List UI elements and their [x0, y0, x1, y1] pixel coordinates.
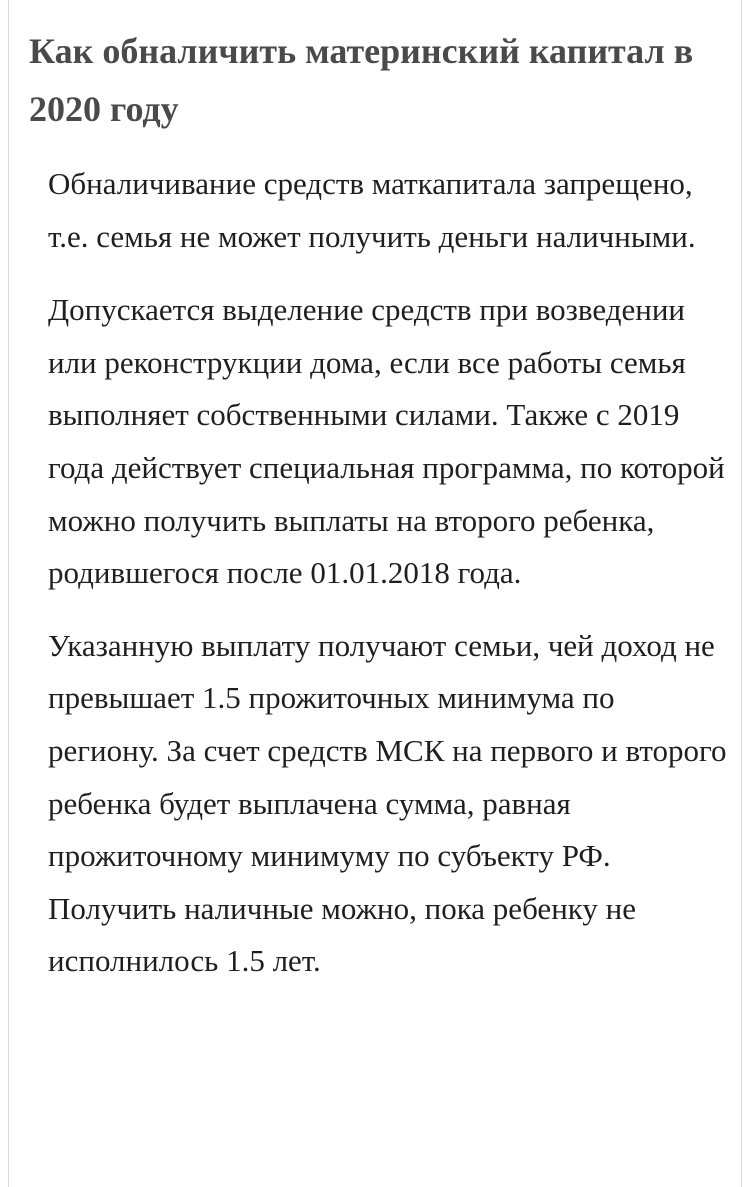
article-card: [8, 0, 742, 1187]
article-title: Как обналичить материнский капитал в 2020 году: [29, 31, 694, 129]
paragraph-construction-exception: Допускается выделение средств при возведении или реконструкции дома, если все работы семья выполняет собственными силами. Также с 2019 года действует специальная программа, по которой можно получить выплаты на второго ребенка, родившегося после 01.01.2018 года.: [48, 292, 725, 591]
article-body: [48, 158, 728, 1008]
paragraph-cash-prohibited: Обналичивание средств маткапитала запрещено, т.е. семья не может получить деньги наличными.: [48, 166, 696, 254]
paragraph-payment-conditions: Указанную выплату получают семьи, чей доход не превышает 1.5 прожиточных минимума по региону. За счет средств МСК на первого и второго ребенка будет выплачена сумма, равная прожиточному минимуму по субъекту РФ. Получить наличные можно, пока ребенку не исполнилось 1.5 лет.: [48, 627, 727, 979]
